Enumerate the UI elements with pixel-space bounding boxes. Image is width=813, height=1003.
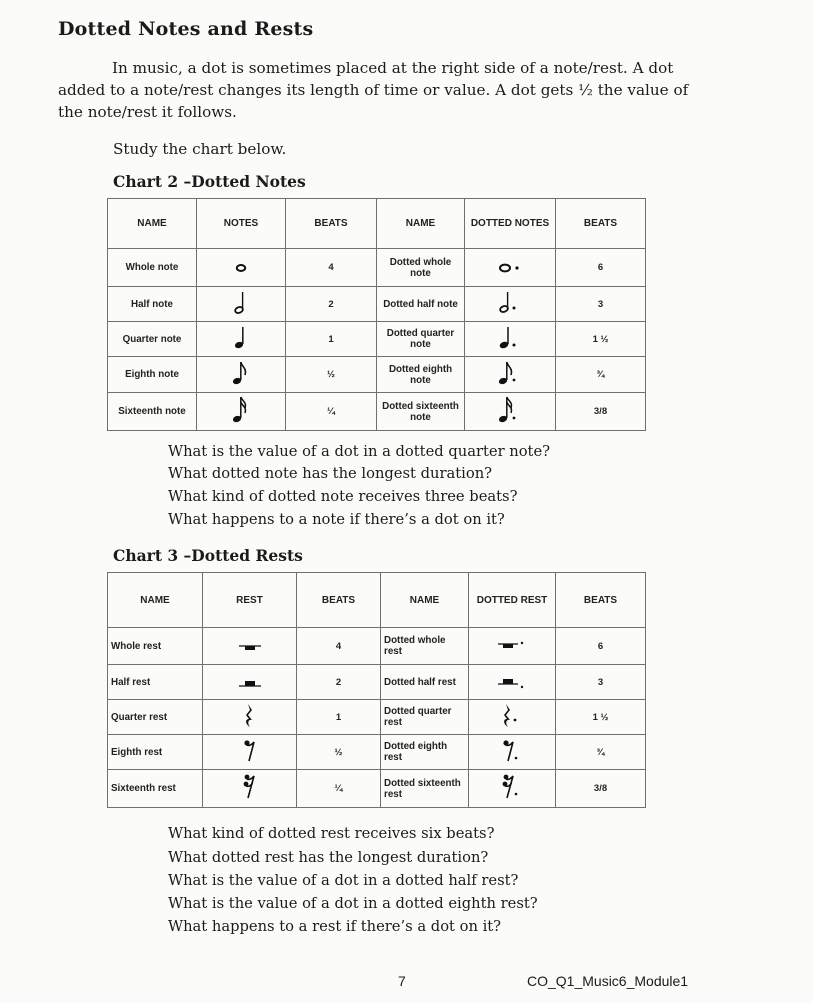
rest-beats: ¼ — [297, 770, 381, 808]
chart2-question-1: What is the value of a dot in a dotted quarter note? — [168, 443, 551, 460]
dotted-eighth-note-icon — [495, 359, 525, 387]
dotted-rest-name: Dotted quarter rest — [381, 700, 469, 735]
chart2-question-3: What kind of dotted note receives three beats? — [168, 488, 518, 505]
note-beats: ¼ — [286, 393, 377, 431]
chart3-question-2: What dotted rest has the longest duration? — [168, 849, 489, 866]
header-notes: NOTES — [197, 199, 286, 249]
header-dotted-name: NAME — [377, 199, 465, 249]
chart2-title: Chart 2 –Dotted Notes — [113, 172, 306, 191]
dotted-note-name: Dotted sixteenth note — [377, 393, 465, 431]
dotted-sixteenth-rest-icon — [501, 773, 523, 801]
dotted-note-name: Dotted half note — [377, 287, 465, 322]
page-number: 7 — [398, 973, 406, 989]
dotted-rest-beats: 3 — [556, 665, 646, 700]
dotted-note-beats: 1 ½ — [556, 322, 646, 357]
dotted-whole-rest-icon — [496, 635, 528, 655]
dotted-quarter-note-icon — [495, 325, 525, 351]
half-rest-icon — [237, 671, 263, 691]
chart2-question-2: What dotted note has the longest duration? — [168, 465, 493, 482]
dotted-notes-table — [107, 198, 646, 431]
chart3-question-5: What happens to a rest if there’s a dot on it? — [168, 918, 502, 935]
dotted-note-name: Dotted quarter note — [377, 322, 465, 357]
rest-beats: ½ — [297, 735, 381, 770]
chart3-title: Chart 3 –Dotted Rests — [113, 546, 303, 565]
intro-line-1: In music, a dot is sometimes placed at the right side of a note/rest. A dot — [112, 59, 674, 77]
table-header-row — [108, 573, 646, 628]
eighth-rest-icon — [242, 738, 258, 764]
header-name: NAME — [108, 573, 203, 628]
note-beats: 4 — [286, 249, 377, 287]
header-dotted-beats: BEATS — [556, 573, 646, 628]
dotted-note-name: Dotted eighth note — [377, 357, 465, 393]
table-row — [108, 665, 646, 700]
dotted-rest-beats: 1 ½ — [556, 700, 646, 735]
rest-name: Half rest — [108, 665, 203, 700]
note-beats: 2 — [286, 287, 377, 322]
dotted-rest-beats: ¾ — [556, 735, 646, 770]
dotted-rest-name: Dotted half rest — [381, 665, 469, 700]
dotted-note-beats: 3 — [556, 287, 646, 322]
dotted-half-rest-icon — [496, 671, 528, 691]
dotted-rest-name: Dotted whole rest — [381, 628, 469, 665]
header-dotted-rest: DOTTED REST — [469, 573, 556, 628]
rest-name: Sixteenth rest — [108, 770, 203, 808]
header-rest: REST — [203, 573, 297, 628]
note-name: Quarter note — [108, 322, 197, 357]
table-row — [108, 357, 646, 393]
dotted-note-beats: ¾ — [556, 357, 646, 393]
chart3-question-1: What kind of dotted rest receives six beats? — [168, 825, 495, 842]
dotted-whole-note-icon — [495, 256, 525, 276]
dotted-rest-beats: 6 — [556, 628, 646, 665]
header-beats: BEATS — [297, 573, 381, 628]
rest-name: Quarter rest — [108, 700, 203, 735]
rest-name: Whole rest — [108, 628, 203, 665]
page-title: Dotted Notes and Rests — [58, 18, 314, 40]
sixteenth-rest-icon — [242, 773, 258, 801]
rest-beats: 2 — [297, 665, 381, 700]
header-name: NAME — [108, 199, 197, 249]
dotted-quarter-rest-icon — [500, 702, 524, 730]
sixteenth-note-icon — [230, 395, 252, 425]
note-name: Sixteenth note — [108, 393, 197, 431]
table-row — [108, 700, 646, 735]
dotted-sixteenth-note-icon — [495, 395, 525, 425]
module-code: CO_Q1_Music6_Module1 — [527, 973, 689, 989]
whole-note-icon — [231, 256, 251, 276]
table-row — [108, 249, 646, 287]
dotted-note-beats: 3/8 — [556, 393, 646, 431]
table-row — [108, 393, 646, 431]
dotted-note-beats: 6 — [556, 249, 646, 287]
intro-line-3: the note/rest it follows. — [58, 103, 237, 121]
note-beats: 1 — [286, 322, 377, 357]
rest-beats: 1 — [297, 700, 381, 735]
eighth-note-icon — [230, 359, 252, 387]
note-name: Half note — [108, 287, 197, 322]
dotted-rest-name: Dotted eighth rest — [381, 735, 469, 770]
dotted-half-note-icon — [495, 290, 525, 316]
rest-name: Eighth rest — [108, 735, 203, 770]
dotted-rests-table — [107, 572, 646, 808]
rest-beats: 4 — [297, 628, 381, 665]
dotted-rest-name: Dotted sixteenth rest — [381, 770, 469, 808]
dotted-eighth-rest-icon — [501, 738, 523, 764]
chart3-question-3: What is the value of a dot in a dotted half rest? — [168, 872, 519, 889]
quarter-rest-icon — [242, 702, 258, 730]
table-row — [108, 322, 646, 357]
intro-line-2: added to a note/rest changes its length of time or value. A dot gets ½ the value of — [58, 81, 689, 99]
quarter-note-icon — [231, 325, 251, 351]
study-prompt: Study the chart below. — [113, 140, 287, 158]
chart2-question-4: What happens to a note if there’s a dot on it? — [168, 511, 505, 528]
table-row — [108, 628, 646, 665]
table-row — [108, 287, 646, 322]
note-name: Whole note — [108, 249, 197, 287]
half-note-icon — [231, 290, 251, 316]
header-dotted-beats: BEATS — [556, 199, 646, 249]
dotted-note-name: Dotted whole note — [377, 249, 465, 287]
chart3-question-4: What is the value of a dot in a dotted eighth rest? — [168, 895, 538, 912]
whole-rest-icon — [237, 635, 263, 655]
table-row — [108, 770, 646, 808]
table-row — [108, 735, 646, 770]
table-header-row — [108, 199, 646, 249]
note-name: Eighth note — [108, 357, 197, 393]
header-dotted-name: NAME — [381, 573, 469, 628]
dotted-rest-beats: 3/8 — [556, 770, 646, 808]
header-beats: BEATS — [286, 199, 377, 249]
note-beats: ½ — [286, 357, 377, 393]
header-dotted-notes: DOTTED NOTES — [465, 199, 556, 249]
